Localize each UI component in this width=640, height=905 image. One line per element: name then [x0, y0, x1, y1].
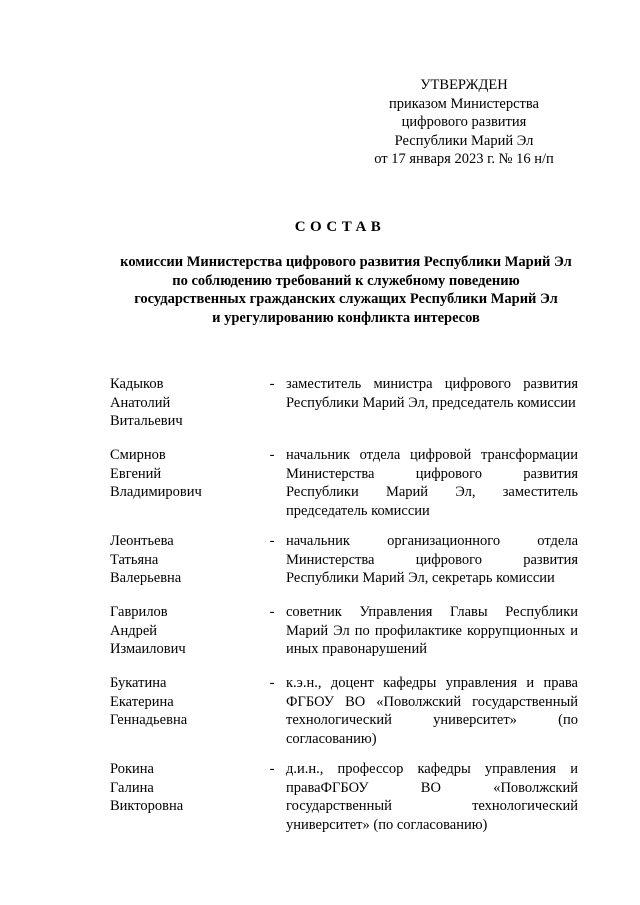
member-patronymic: Владимирович	[110, 484, 202, 500]
member-dash: -	[269, 376, 275, 392]
member-description: начальник организационного отдела Министерства цифрового развития Республики Марий Эл, секретарь комиссии	[286, 533, 578, 586]
member-first-name: Андрей	[110, 622, 158, 639]
member-name	[110, 532, 260, 588]
member-first-name: Галина	[110, 779, 154, 796]
approval-stamp	[350, 76, 578, 169]
approval-line: приказом Министерства	[389, 95, 539, 112]
member-dash: -	[269, 761, 275, 777]
member-entry	[110, 532, 580, 603]
member-patronymic: Викторовна	[110, 798, 184, 814]
approval-line: УТВЕРЖДЕН	[420, 77, 508, 93]
member-patronymic: Геннадьевна	[110, 712, 188, 728]
member-name	[110, 446, 260, 502]
member-name	[110, 760, 260, 816]
member-entry	[110, 760, 580, 846]
member-name	[110, 674, 260, 730]
subtitle-line: комиссии Министерства цифрового развития Республики Марий Эл	[120, 254, 572, 270]
member-entry	[110, 603, 580, 674]
member-first-name: Евгений	[110, 465, 162, 482]
members-list	[110, 375, 580, 846]
document-subtitle	[96, 253, 596, 327]
member-entry	[110, 674, 580, 760]
member-patronymic: Валерьевна	[110, 570, 182, 586]
member-dash: -	[269, 533, 275, 549]
member-surname: Гаврилов	[110, 604, 168, 620]
member-description: советник Управления Главы Республики Марий Эл по профилактике коррупционных и иных правонарушений	[286, 604, 578, 657]
member-description: к.э.н., доцент кафедры управления и права ФГБОУ ВО «Поволжский государственный технологический университет» (по согласованию)	[286, 675, 578, 747]
member-first-name: Анатолий	[110, 394, 171, 411]
member-patronymic: Измаилович	[110, 641, 186, 657]
member-entry	[110, 375, 580, 446]
member-description: начальник отдела цифровой трансформации Министерства цифрового развития Республики Марий Эл, заместитель председатель комиссии	[286, 447, 578, 519]
approval-line: Республики Марий Эл	[394, 132, 534, 149]
subtitle-line: по соблюдению требований к служебному поведению	[172, 272, 520, 289]
member-name	[110, 603, 260, 659]
member-description: заместитель министра цифрового развития Республики Марий Эл, председатель комиссии	[286, 376, 578, 411]
document-title: СОСТАВ	[294, 219, 386, 235]
approval-line: цифрового развития	[401, 114, 527, 130]
subtitle-line: и урегулированию конфликта интересов	[212, 309, 480, 326]
member-dash: -	[269, 604, 275, 620]
member-first-name: Екатерина	[110, 693, 174, 710]
member-dash: -	[269, 447, 275, 463]
member-dash: -	[269, 675, 275, 691]
member-description: д.и.н., профессор кафедры управления и праваФГБОУ ВО «Поволжский государственный технологический университет» (по согласованию)	[286, 761, 578, 833]
member-surname: Рокина	[110, 761, 154, 777]
subtitle-line: государственных гражданских служащих Республики Марий Эл	[134, 291, 558, 307]
member-surname: Кадыков	[110, 376, 164, 392]
member-entry	[110, 446, 580, 532]
member-patronymic: Витальевич	[110, 413, 183, 429]
approval-line: от 17 января 2023 г. № 16 н/п	[374, 151, 554, 167]
member-first-name: Татьяна	[110, 551, 159, 568]
member-surname: Смирнов	[110, 447, 166, 463]
member-name	[110, 375, 260, 431]
member-surname: Леонтьева	[110, 533, 174, 549]
member-surname: Букатина	[110, 675, 167, 691]
